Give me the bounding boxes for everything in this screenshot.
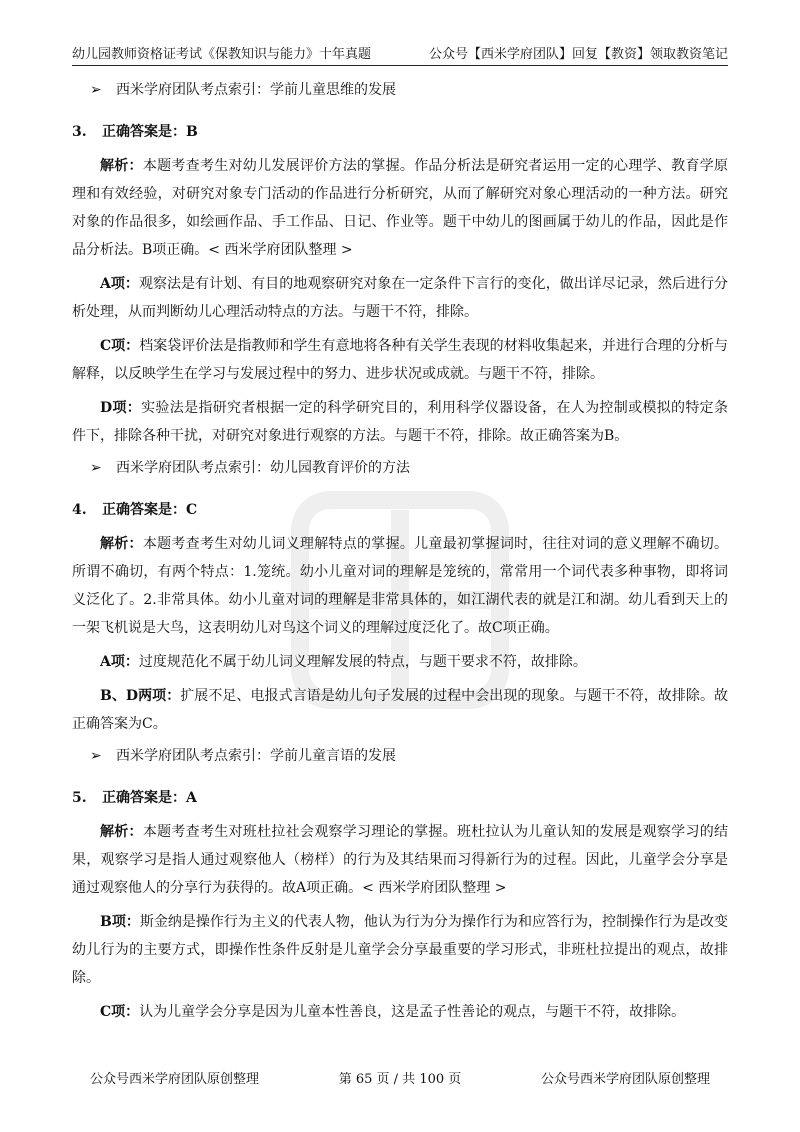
analysis-paragraph: 解析：本题考查考生对班杜拉社会观察学习理论的掌握。班杜拉认为儿童认知的发展是观察学习的结果，观察学习是指人通过观察他人（榜样）的行为及其结果而习得新行为的过程。因此，儿童学会分享是通过观察他人的分享行为获得的。故A项正确。< 西米学府团队整理 > <box>72 824 729 896</box>
question-block <box>72 120 728 480</box>
option-paragraph: D项：实验法是指研究者根据一定的科学研究目的，利用科学仪器设备，在人为控制或模拟的特定条件下，排除各种干扰，对研究对象进行观察的方法。与题干不符，排除。故正确答案为B。 <box>72 400 728 444</box>
page-footer <box>90 1068 710 1087</box>
arrow-bullet-icon: ➢ <box>90 748 102 764</box>
topic-index <box>72 78 728 102</box>
topic-index-text: 西米学府团队考点索引：学前儿童思维的发展 <box>116 82 396 98</box>
answer-heading: 3. 正确答案是：B <box>72 124 198 140</box>
option-paragraph: C项：档案袋评价法是指教师和学生有意地将各种有关学生表现的材料收集起来，并进行合理的分析与解释，以反映学生在学习与发展过程中的努力、进步状况或成就。与题干不符，排除。 <box>72 338 728 382</box>
analysis-paragraph: 解析：本题考查考生对幼儿词义理解特点的掌握。儿童最初掌握词时，往往对词的意义理解不确切。所谓不确切，有两个特点：1.笼统。幼小儿童对词的理解是笼统的，常常用一个词代表多种事物，即将词义泛化了。2.非常具体。幼小儿童对词的理解是非常具体的，如江湖代表的就是江和湖。幼儿看到天上的一架飞机说是大鸟，这表明幼儿对鸟这个词义的理解过度泛化了。故C项正确。 <box>72 536 729 636</box>
topic-index: ➢ 西米学府团队考点索引：学前儿童言语的发展 <box>72 744 728 768</box>
option-paragraph: B项：斯金纳是操作行为主义的代表人物，他认为行为分为操作行为和应答行为，控制操作行为是改变幼儿行为的主要方式，即操作性条件反射是儿童学会分享最重要的学习形式，非班杜拉提出的观点，故排除。 <box>72 914 728 986</box>
header-left-text: 幼儿园教师资格证考试《保教知识与能力》十年真题 <box>72 47 372 62</box>
topic-index: ➢ 西米学府团队考点索引：幼儿园教育评价的方法 <box>72 456 728 480</box>
arrow-bullet-icon: ➢ <box>90 460 102 476</box>
footer-left-text: 公众号西米学府团队原创整理 <box>90 1072 260 1087</box>
footer-right-text: 公众号西米学府团队原创整理 <box>540 1072 710 1087</box>
analysis-paragraph: 解析：本题考查考生对幼儿发展评价方法的掌握。作品分析法是研究者运用一定的心理学、教育学原理和有效经验，对研究对象专门活动的作品进行分析研究，从而了解研究对象心理活动的一种方法。研究对象的作品很多，如绘画作品、手工作品、日记、作业等。题干中幼儿的图画属于幼儿的作品，因此是作品分析法。B项正确。< 西米学府团队整理 > <box>72 158 729 258</box>
header-right-text: 公众号【西米学府团队】回复【教资】领取教资笔记 <box>428 47 728 62</box>
page-content <box>72 78 728 1032</box>
page-header <box>72 38 728 66</box>
question-block <box>72 498 728 768</box>
option-paragraph: C项：认为儿童学会分享是因为儿童本性善良，这是孟子性善论的观点，与题干不符，故排除。 <box>100 1004 686 1020</box>
answer-heading: 5. 正确答案是：A <box>72 790 197 806</box>
option-paragraph: A项：观察法是有计划、有目的地观察研究对象在一定条件下言行的变化，做出详尽记录，然后进行分析处理，从而判断幼儿心理活动特点的方法。与题干不符，排除。 <box>72 276 728 320</box>
page-number: 第 65 页 / 共 100 页 <box>338 1072 462 1087</box>
question-block <box>72 786 728 1026</box>
option-paragraph: A项：过度规范化不属于幼儿词义理解发展的特点，与题干要求不符，故排除。 <box>100 654 587 670</box>
answer-heading: 4. 正确答案是：C <box>72 502 198 518</box>
arrow-bullet-icon: ➢ <box>90 82 102 98</box>
option-paragraph: B、D两项：扩展不足、电报式言语是幼儿句子发展的过程中会出现的现象。与题干不符，故排除。故正确答案为C。 <box>72 688 728 732</box>
